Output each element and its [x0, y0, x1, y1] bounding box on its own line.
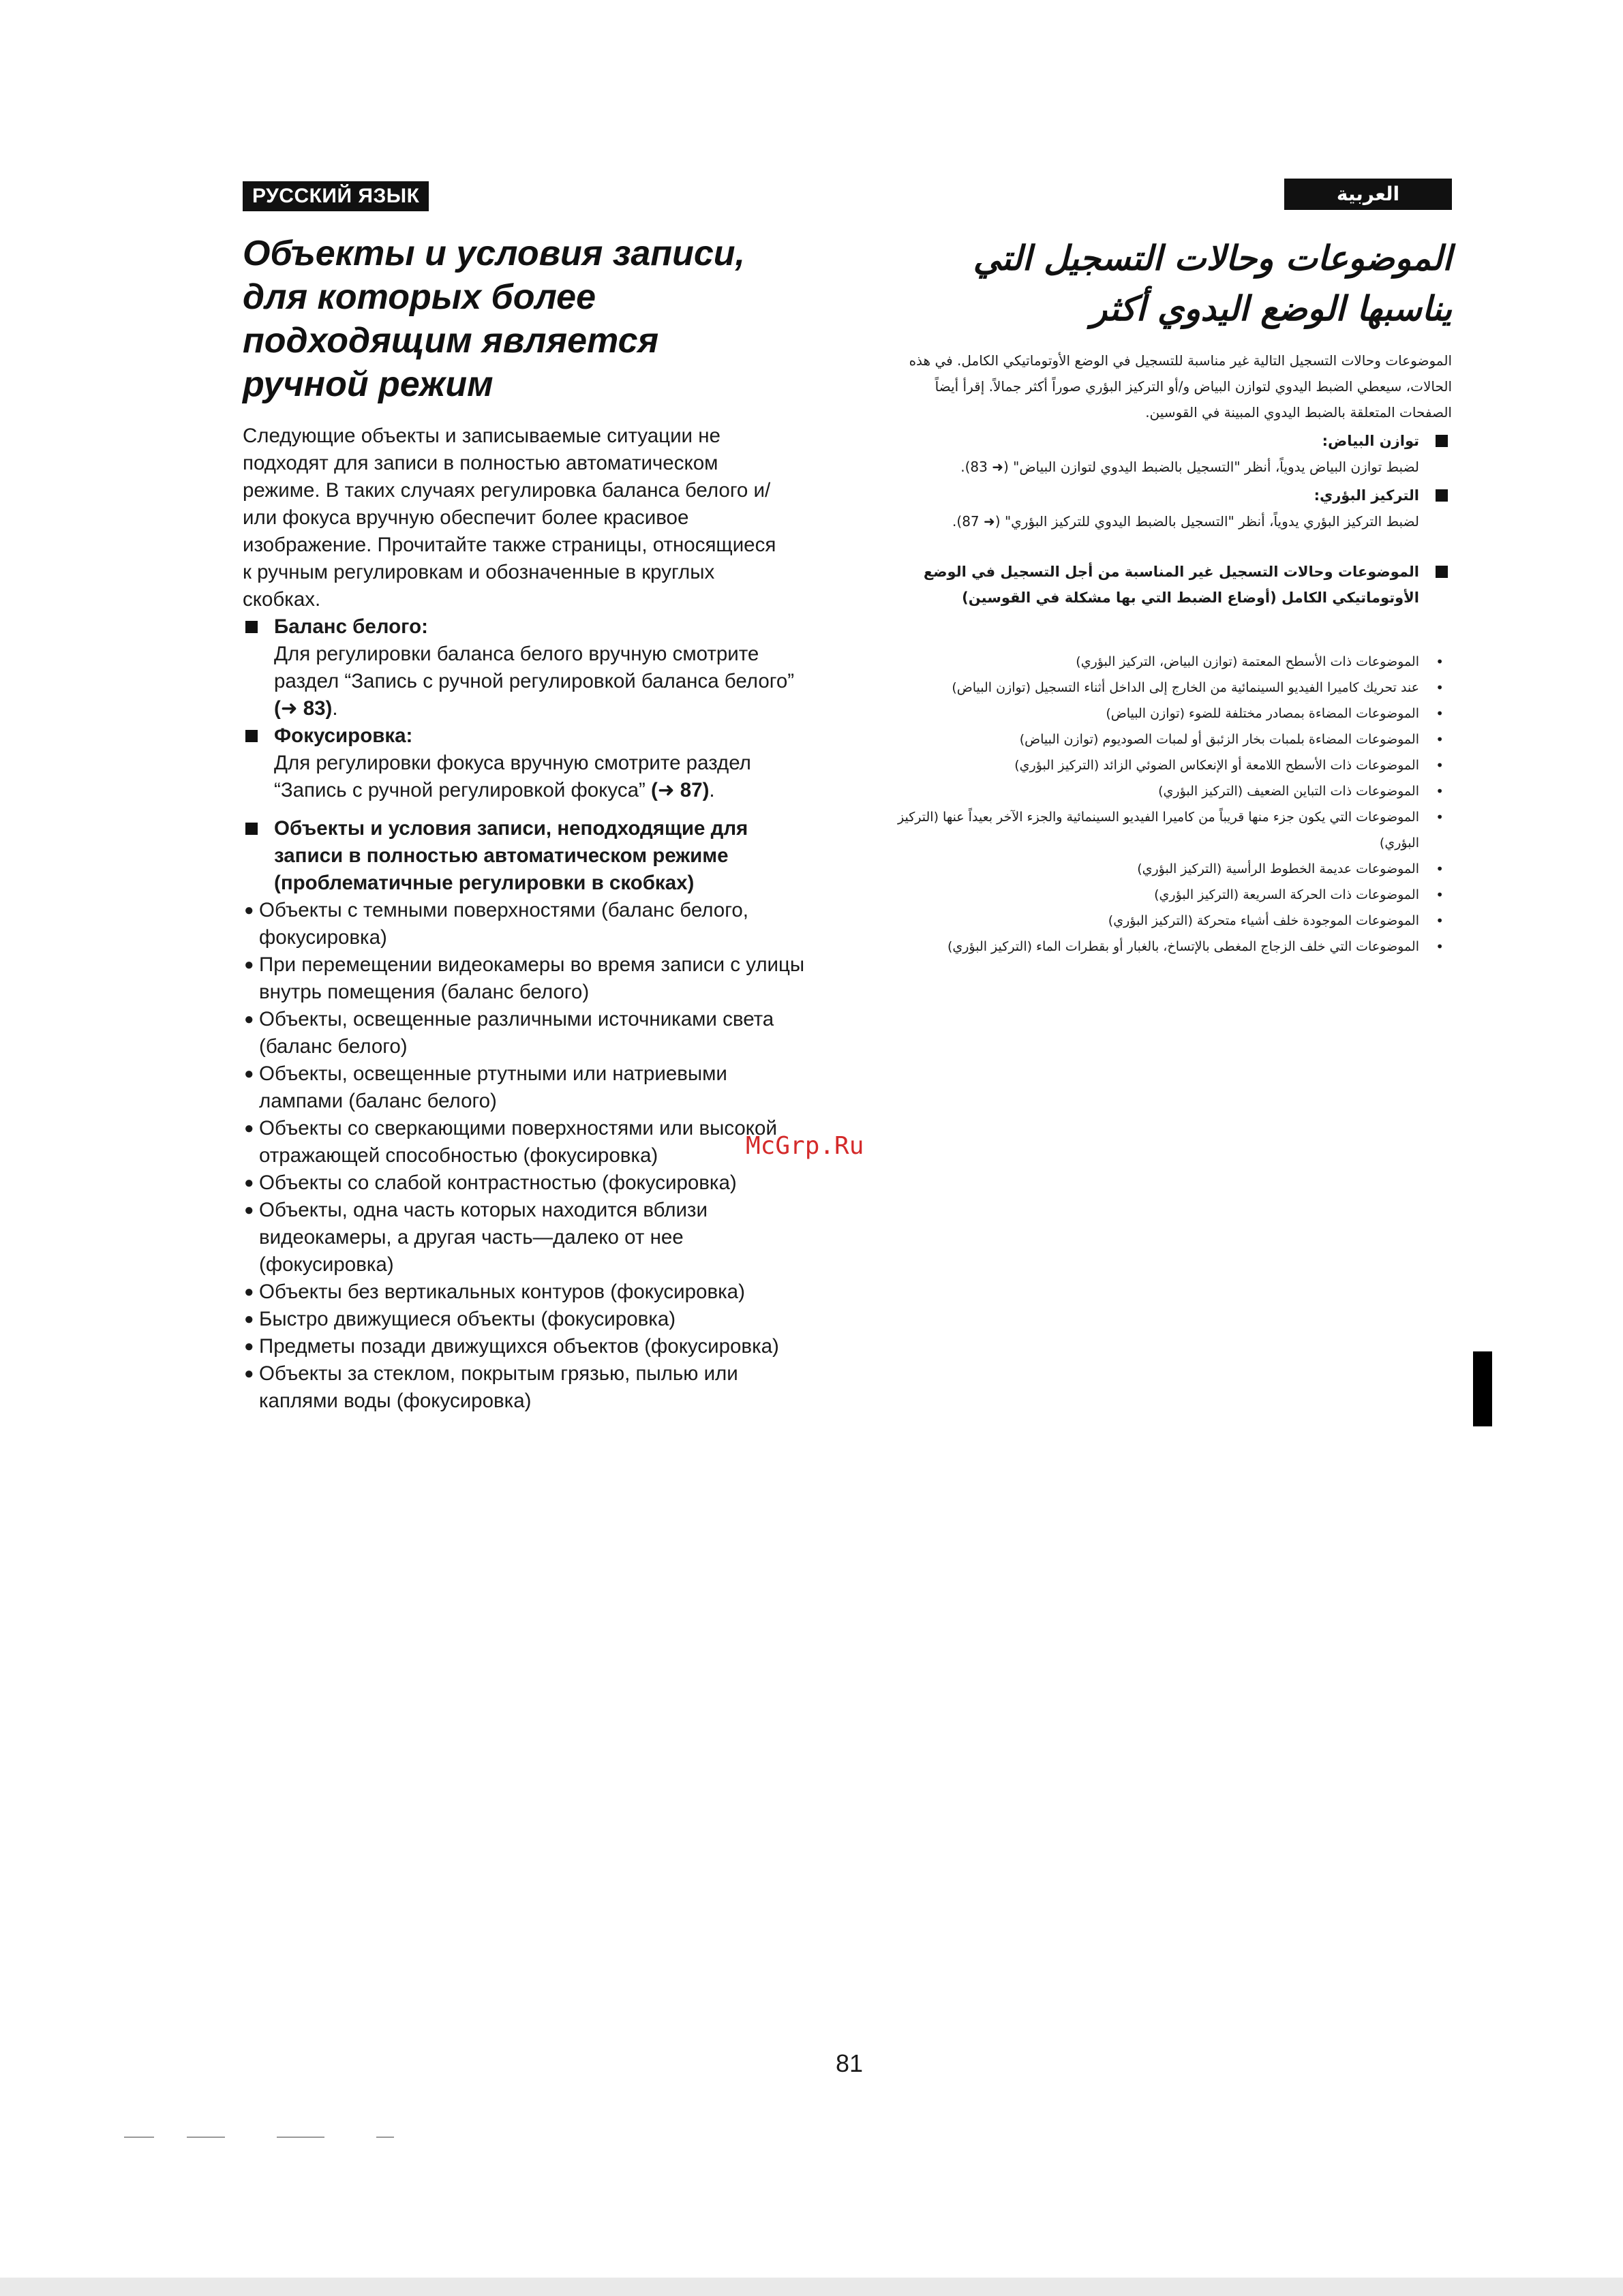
list-item — [886, 726, 1452, 752]
bullet-dot-icon: ● — [244, 1174, 254, 1192]
page-number: 81 — [836, 2049, 864, 2077]
list-item — [243, 951, 808, 1006]
russian-title: Объекты и условия записи, для которых более подходящим является ручной режим — [243, 234, 745, 404]
arabic-white-balance-body — [886, 454, 1452, 480]
russian-white-balance-body — [243, 641, 808, 722]
russian-focus-page-ref: (➜ 87) — [651, 779, 710, 801]
list-item — [886, 752, 1452, 778]
russian-white-balance-text: Для регулировки баланса белого вручную смотрите раздел “Запись с ручной регулировкой баланса белого” — [274, 643, 795, 692]
list-item-text: Объекты со сверкающими поверхностями или высокой отражающей способностью (фокусировка) — [259, 1117, 777, 1167]
list-item-text: Быстро движущиеся объекты (фокусировка) — [259, 1308, 676, 1330]
list-item-text: Объекты, одна часть которых находится вблизи видеокамеры, а другая часть—далеко от нее (фокусировка) — [259, 1199, 708, 1276]
arabic-focus-body — [886, 508, 1452, 534]
bullet-dot-icon: ● — [244, 1119, 254, 1137]
russian-focus-section — [243, 722, 808, 804]
arabic-language-label: العربية — [1284, 179, 1452, 210]
list-item-text: الموضوعات التي يكون جزء منها قريباً من كاميرا الفيديو السينمائية والجزء الآخر بعيداً عنها (التركيز البؤري) — [898, 810, 1419, 851]
square-bullet-icon — [245, 621, 258, 633]
bullet-dot-icon: • — [1436, 938, 1444, 955]
list-item — [243, 1197, 808, 1279]
bullet-dot-icon: • — [1436, 783, 1444, 799]
list-item-text: Объекты со слабой контрастностью (фокусировка) — [259, 1172, 737, 1194]
list-item-text: При перемещении видеокамеры во время записи с улицы внутрь помещения (баланс белого) — [259, 953, 805, 1003]
arabic-bullet-list — [886, 649, 1452, 960]
bullet-dot-icon: ● — [244, 1065, 254, 1083]
arabic-white-balance-page-ref: (➜ 83). — [960, 459, 1009, 475]
bullet-dot-icon: • — [1436, 757, 1444, 774]
bullet-dot-icon: ● — [244, 1364, 254, 1383]
list-item — [886, 804, 1452, 856]
list-item-text: الموضوعات الموجودة خلف أشياء متحركة (التركيز البؤري) — [1108, 913, 1419, 928]
list-item-text: الموضوعات ذات التباين الضعيف (التركيز البؤري) — [1158, 784, 1419, 799]
list-item — [886, 856, 1452, 882]
russian-focus-heading — [243, 722, 808, 750]
russian-white-balance-heading-text: Баланс белого: — [274, 615, 428, 638]
bullet-dot-icon: • — [1436, 913, 1444, 929]
bullet-dot-icon: • — [1436, 705, 1444, 722]
russian-focus-heading-text: Фокусировка: — [274, 724, 413, 747]
list-item-text: الموضوعات التي خلف الزجاج المغطى بالإتساخ، بالغبار أو بقطرات الماء (التركيز البؤري) — [947, 939, 1419, 954]
bullet-dot-icon: ● — [244, 1337, 254, 1356]
russian-language-label: РУССКИЙ ЯЗЫК — [243, 181, 429, 211]
bullet-dot-icon: • — [1436, 654, 1444, 670]
list-item — [243, 1060, 808, 1115]
square-bullet-icon — [245, 730, 258, 742]
arabic-list-heading — [886, 559, 1452, 611]
watermark: McGrp.Ru — [746, 1132, 864, 1160]
arabic-focus-text: لضبط التركيز البؤري يدوياً، أنظر "التسجيل بالضبط اليدوي للتركيز البؤري" — [1004, 513, 1419, 530]
square-bullet-icon — [1436, 566, 1448, 578]
list-item — [886, 649, 1452, 675]
russian-list-heading-text: Объекты и условия записи, неподходящие для записи в полностью автоматическом режиме (проблематичные регулировки в скобках) — [274, 817, 748, 894]
list-item — [886, 701, 1452, 726]
bullet-dot-icon: • — [1436, 887, 1444, 903]
russian-bullet-list — [243, 897, 808, 1415]
bullet-dot-icon: • — [1436, 809, 1444, 825]
arabic-column — [886, 179, 1452, 960]
list-item-text: Предметы позади движущихся объектов (фокусировка) — [259, 1335, 779, 1358]
russian-focus-text: Для регулировки фокуса вручную смотрите раздел “Запись с ручной регулировкой фокуса” — [274, 752, 751, 801]
list-item-text: Объекты, освещенные ртутными или натриевыми лампами (баланс белого) — [259, 1062, 727, 1112]
bullet-dot-icon: ● — [244, 1283, 254, 1301]
list-item-text: الموضوعات المضاءة بمصادر مختلفة للضوء (توازن البياض) — [1106, 706, 1419, 721]
russian-column — [243, 181, 808, 1415]
list-item — [243, 1279, 808, 1306]
list-item-text: Объекты с темными поверхностями (баланс белого, фокусировка) — [259, 899, 748, 949]
page-bottom-band — [0, 2278, 1623, 2296]
russian-focus-body — [243, 750, 808, 804]
russian-focus-tail: . — [709, 779, 715, 801]
list-item-text: عند تحريك كاميرا الفيديو السينمائية من الخارج إلى الداخل أثناء التسجيل (توازن البياض) — [952, 680, 1419, 695]
bullet-dot-icon: ● — [244, 1010, 254, 1028]
list-item — [886, 778, 1452, 804]
bullet-dot-icon: ● — [244, 901, 254, 919]
arabic-focus-heading — [886, 483, 1452, 508]
list-item-text: الموضوعات عديمة الخطوط الرأسية (التركيز البؤري) — [1137, 861, 1419, 876]
list-item-text: Объекты, освещенные различными источниками света (баланс белого) — [259, 1008, 774, 1058]
square-bullet-icon — [1436, 435, 1448, 447]
bullet-dot-icon: • — [1436, 861, 1444, 877]
list-item — [243, 1006, 808, 1060]
list-item — [243, 1306, 808, 1333]
bullet-dot-icon: ● — [244, 1310, 254, 1328]
arabic-title: الموضوعات وحالات التسجيل التي يناسبها الوضع اليدوي أكثر — [973, 239, 1452, 328]
list-item — [243, 1360, 808, 1415]
list-item — [886, 675, 1452, 701]
russian-white-balance-heading — [243, 613, 808, 641]
russian-white-balance-tail: . — [332, 697, 338, 720]
list-item-text: Объекты без вертикальных контуров (фокусировка) — [259, 1281, 745, 1303]
arabic-white-balance-heading — [886, 428, 1452, 454]
russian-list-heading — [243, 815, 808, 897]
list-item-text: الموضوعات ذات الأسطح اللامعة أو الإنعكاس الضوئي الزائد (التركيز البؤري) — [1014, 758, 1419, 773]
arabic-white-balance-text: لضبط توازن البياض يدوياً، أنظر "التسجيل بالضبط اليدوي لتوازن البياض" — [1013, 459, 1419, 475]
russian-white-balance-page-ref: (➜ 83) — [274, 697, 333, 720]
list-item-text: الموضوعات المضاءة بلمبات بخار الزئبق أو لمبات الصوديوم (توازن البياض) — [1019, 732, 1419, 747]
bullet-dot-icon: • — [1436, 731, 1444, 748]
thumb-index-tab — [1473, 1351, 1492, 1426]
list-item-text: Объекты за стеклом, покрытым грязью, пылью или каплями воды (фокусировка) — [259, 1362, 738, 1412]
bullet-dot-icon: ● — [244, 1201, 254, 1219]
list-item — [886, 882, 1452, 908]
arabic-focus-page-ref: (➜ 87). — [952, 513, 1001, 530]
list-item-text: الموضوعات ذات الأسطح المعتمة (توازن البياض، التركيز البؤري) — [1076, 654, 1419, 669]
arabic-badge-wrap — [886, 179, 1452, 210]
list-item — [243, 1115, 808, 1169]
list-item — [243, 1333, 808, 1360]
arabic-intro: الموضوعات وحالات التسجيل التالية غير مناسبة للتسجيل في الوضع الأوتوماتيكي الكامل. في هذه الحالات، سيعطي الضبط اليدوي لتوازن البياض و/أو التركيز البؤري صوراً أكثر جمالاً. إقرأ أيضاً الصفحات المتعلقة بالضبط اليدوي المبينة في القوسين. — [909, 352, 1452, 420]
bullet-dot-icon: • — [1436, 679, 1444, 696]
list-item — [886, 908, 1452, 934]
list-item — [243, 1169, 808, 1197]
russian-intro: Следующие объекты и записываемые ситуации не подходят для записи в полностью автоматическом режиме. В таких случаях регулировка баланса белого и/или фокуса вручную обеспечит более красивое изображение. Прочитайте также страницы, относящиеся к ручным регулировкам и обозначенные в круглых скобках. — [243, 425, 776, 611]
arabic-list-heading-text: الموضوعات وحالات التسجيل غير المناسبة من أجل التسجيل في الوضع الأوتوماتيكي الكامل (أوضاع الضبط التي بها مشكلة في القوسين) — [923, 564, 1419, 606]
list-item — [886, 934, 1452, 960]
arabic-white-balance-heading-text: توازن البياض: — [1322, 433, 1419, 449]
footer-crop-marks — [124, 2137, 451, 2141]
list-item-text: الموضوعات ذات الحركة السريعة (التركيز البؤري) — [1154, 887, 1419, 902]
square-bullet-icon — [245, 823, 258, 835]
bullet-dot-icon: ● — [244, 955, 254, 974]
list-item — [243, 897, 808, 951]
arabic-focus-heading-text: التركيز البؤري: — [1314, 487, 1419, 504]
square-bullet-icon — [1436, 489, 1448, 502]
russian-white-balance-section — [243, 613, 808, 722]
